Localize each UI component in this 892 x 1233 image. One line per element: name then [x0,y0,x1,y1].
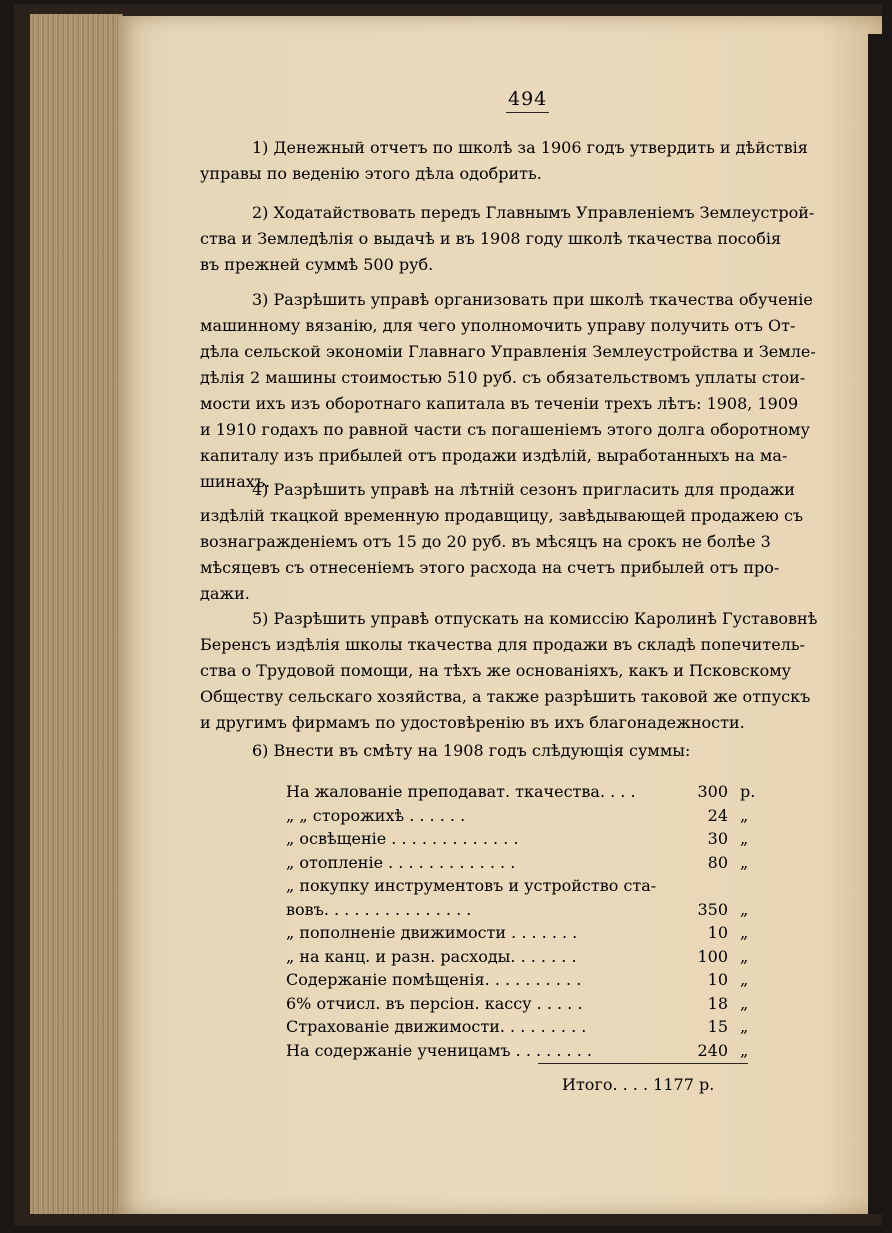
paragraph-line: Обществу сельскаго хозяйства, а также разрѣшить таковой же отпускъ [200,687,811,706]
ledger-amount: 10 [707,970,728,989]
ledger-amount: 240 [697,1040,728,1060]
ledger-label: „ отопленіе . . . . . . . . . . . . . [286,852,516,872]
paragraph-1 [200,135,845,187]
paragraph-line: въ прежней суммѣ 500 руб. [200,255,434,274]
paragraph-line: дѣлія 2 машины стоимостью 510 руб. съ обязательствомъ уплаты стои- [200,368,806,387]
ledger-unit: „ [740,1040,749,1060]
ledger-unit: „ [740,805,749,825]
paragraph-4 [200,477,845,607]
ledger-unit: „ [740,923,749,942]
ledger-amount: 15 [707,1017,728,1036]
ledger-amount: 350 [697,899,728,919]
paragraph-line: 1) Денежный отчетъ по школѣ за 1906 годъ утвердить и дѣйствія [252,138,808,157]
page-right-edge [868,34,882,1214]
ledger-amount: 80 [707,852,728,872]
paragraph-line: управы по веденію этого дѣла одобрить. [200,164,542,183]
ledger-row [286,1039,766,1063]
total-label: Итого. . . . [562,1075,649,1094]
paragraph-line: издѣлій ткацкой временную продавщицу, завѣдывающей продажею съ [200,506,804,525]
ledger-unit: „ [740,1017,749,1036]
page-number: 494 [506,88,549,113]
ledger-amount: 18 [707,993,728,1013]
paragraph-line: мости ихъ изъ оборотнаго капитала въ теченіи трехъ лѣтъ: 1908, 1909 [200,394,799,413]
ledger-label: Страхованіе движимости. . . . . . . . . [286,1017,587,1036]
ledger-label: „ пополненіе движимости . . . . . . . [286,923,578,942]
ledger-unit: „ [740,993,749,1013]
paragraph-line: ства и Земледѣлія о выдачѣ и въ 1908 году школѣ ткачества пособія [200,229,782,248]
ledger-unit: „ [740,970,749,989]
ledger-unit: „ [740,899,749,919]
ledger-amount: 10 [707,923,728,942]
total-unit: р. [698,1075,715,1094]
paragraph-line: 6) Внести въ смѣту на 1908 годъ слѣдующія суммы: [252,741,691,760]
ledger-label: 6% отчисл. въ персіон. кассу . . . . . [286,993,583,1013]
ledger-label: На жалованіе преподават. ткачества. . . . [286,782,636,801]
ledger-label: „ на канц. и разн. расходы. . . . . . . [286,946,577,966]
paragraph-3 [200,287,845,495]
ledger-unit: р. [740,782,756,801]
paragraph-6 [200,738,845,764]
ledger-row [286,851,766,875]
paragraph-line: дажи. [200,584,250,603]
ledger-total [562,1075,762,1094]
ledger-label: „ покупку инструментовъ и устройство ста- [286,876,657,895]
paragraph-line: вознагражденіемъ отъ 15 до 20 руб. въ мѣсяцъ на срокъ не болѣе 3 [200,532,771,551]
paragraph-5 [200,606,845,736]
ledger-unit: „ [740,946,749,966]
paragraph-line: 3) Разрѣшить управѣ организовать при школѣ ткачества обученіе [252,290,813,309]
ledger-unit: „ [740,852,749,872]
ledger-amount: 30 [707,829,728,848]
ledger-row [286,898,766,922]
budget-ledger [286,780,766,1062]
paragraph-line: 2) Ходатайствовать передъ Главнымъ Управленіемъ Землеустрой- [252,203,815,222]
ledger-amount: 300 [697,782,728,801]
ledger-row [286,827,766,851]
paragraph-line: машинному вязанію, для чего уполномочить управу получить отъ От- [200,316,796,335]
page-edges [30,14,123,1214]
paragraph-line: и другимъ фирмамъ по удостовѣренію въ ихъ благонадежности. [200,713,745,732]
paragraph-line: 4) Разрѣшить управѣ на лѣтній сезонъ пригласить для продажи [252,480,795,499]
ledger-row [286,804,766,828]
paragraph-line: капиталу изъ прибылей отъ продажи издѣлій, выработанныхъ на ма- [200,446,788,465]
ledger-amount: 100 [697,946,728,966]
ledger-label: На содержаніе ученицамъ . . . . . . . . [286,1040,592,1060]
ledger-label: „ „ сторожихѣ . . . . . . [286,805,466,825]
ledger-unit: „ [740,829,749,848]
paragraph-line: шинахъ. [200,472,271,491]
paragraph-line: ства о Трудовой помощи, на тѣхъ же основаніяхъ, какъ и Псковскому [200,661,792,680]
paragraph-line: 5) Разрѣшить управѣ отпускать на комиссію Каролинѣ Густавовнѣ [252,609,818,628]
ledger-label: вовъ. . . . . . . . . . . . . . . [286,899,472,919]
ledger-row [286,874,766,898]
ledger-row [286,1015,766,1039]
paragraph-line: дѣла сельской экономіи Главнаго Управленія Землеустройства и Земле- [200,342,816,361]
total-amount: 1177 [653,1075,694,1094]
ledger-row [286,780,766,804]
ledger-label: „ освѣщеніе . . . . . . . . . . . . . [286,829,519,848]
paragraph-line: и 1910 годахъ по равной части съ погашеніемъ этого долга оборотному [200,420,810,439]
ledger-row [286,992,766,1016]
ledger-label: Содержаніе помѣщенія. . . . . . . . . . [286,970,582,989]
ledger-row [286,968,766,992]
ledger-row [286,921,766,945]
total-divider [538,1063,748,1064]
paragraph-2 [200,200,845,278]
paragraph-line: Беренсъ издѣлія школы ткачества для продажи въ складѣ попечитель- [200,635,805,654]
paragraph-line: мѣсяцевъ съ отнесеніемъ этого расхода на счетъ прибылей отъ про- [200,558,780,577]
ledger-row [286,945,766,969]
ledger-amount: 24 [707,805,728,825]
